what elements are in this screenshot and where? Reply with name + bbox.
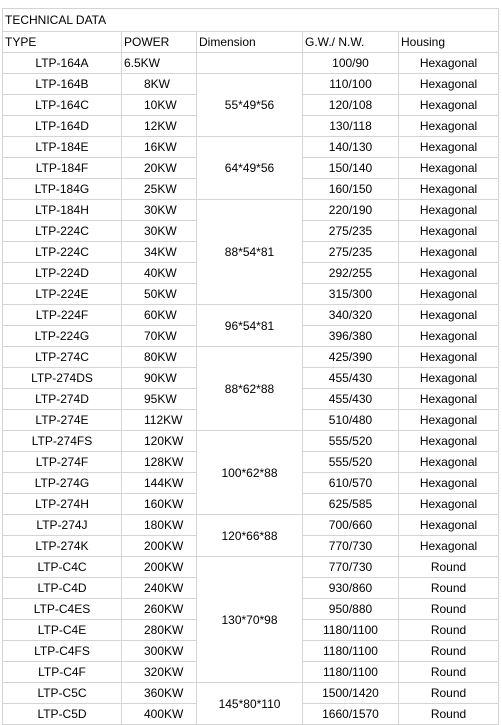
header-weight: G.W./ N.W. <box>303 32 399 53</box>
cell-weight: 700/660 <box>303 515 399 536</box>
cell-housing: Hexagonal <box>399 494 499 515</box>
cell-type: LTP-274DS <box>3 368 122 389</box>
cell-type: LTP-224C <box>3 242 122 263</box>
technical-data-table <box>2 8 499 725</box>
table-row <box>3 557 499 578</box>
cell-type: LTP-184G <box>3 179 122 200</box>
cell-housing: Hexagonal <box>399 410 499 431</box>
cell-type: LTP-274G <box>3 473 122 494</box>
cell-power: 95KW <box>122 389 197 410</box>
cell-type: LTP-184F <box>3 158 122 179</box>
cell-dimension: 100*62*88 <box>197 431 303 515</box>
table-row <box>3 515 499 536</box>
cell-type: LTP-C4F <box>3 662 122 683</box>
cell-housing: Round <box>399 704 499 725</box>
cell-power: 240KW <box>122 578 197 599</box>
cell-weight: 510/480 <box>303 410 399 431</box>
cell-power: 16KW <box>122 137 197 158</box>
cell-housing: Hexagonal <box>399 473 499 494</box>
cell-housing: Hexagonal <box>399 326 499 347</box>
cell-housing: Hexagonal <box>399 179 499 200</box>
cell-power: 8KW <box>122 74 197 95</box>
cell-weight: 950/880 <box>303 599 399 620</box>
cell-dimension: 96*54*81 <box>197 305 303 347</box>
cell-power: 6.5KW <box>122 53 197 74</box>
cell-power: 200KW <box>122 557 197 578</box>
cell-weight: 1660/1570 <box>303 704 399 725</box>
cell-weight: 120/108 <box>303 95 399 116</box>
cell-weight: 555/520 <box>303 452 399 473</box>
cell-housing: Hexagonal <box>399 158 499 179</box>
cell-power: 90KW <box>122 368 197 389</box>
cell-dimension: 55*49*56 <box>197 74 303 137</box>
cell-housing: Hexagonal <box>399 263 499 284</box>
cell-housing: Round <box>399 620 499 641</box>
cell-weight: 1180/1100 <box>303 641 399 662</box>
cell-housing: Hexagonal <box>399 368 499 389</box>
cell-type: LTP-224D <box>3 263 122 284</box>
cell-type: LTP-C5C <box>3 683 122 704</box>
cell-weight: 455/430 <box>303 368 399 389</box>
cell-weight: 455/430 <box>303 389 399 410</box>
cell-power: 360KW <box>122 683 197 704</box>
table-row <box>3 431 499 452</box>
cell-weight: 1180/1100 <box>303 620 399 641</box>
cell-type: LTP-C4E <box>3 620 122 641</box>
cell-power: 34KW <box>122 242 197 263</box>
cell-power: 120KW <box>122 431 197 452</box>
cell-housing: Hexagonal <box>399 431 499 452</box>
cell-type: LTP-224F <box>3 305 122 326</box>
cell-housing: Hexagonal <box>399 389 499 410</box>
cell-weight: 292/255 <box>303 263 399 284</box>
cell-weight: 315/300 <box>303 284 399 305</box>
cell-type: LTP-274FS <box>3 431 122 452</box>
cell-power: 180KW <box>122 515 197 536</box>
cell-weight: 425/390 <box>303 347 399 368</box>
cell-weight: 610/570 <box>303 473 399 494</box>
table-row <box>3 200 499 221</box>
cell-type: LTP-184E <box>3 137 122 158</box>
cell-weight: 110/100 <box>303 74 399 95</box>
cell-weight: 930/860 <box>303 578 399 599</box>
table-row <box>3 305 499 326</box>
cell-housing: Hexagonal <box>399 74 499 95</box>
cell-weight: 100/90 <box>303 53 399 74</box>
cell-dimension: 145*80*110 <box>197 683 303 725</box>
cell-type: LTP-274D <box>3 389 122 410</box>
cell-dimension: 88*62*88 <box>197 347 303 431</box>
cell-type: LTP-C4FS <box>3 641 122 662</box>
cell-housing: Round <box>399 578 499 599</box>
cell-type: LTP-164C <box>3 95 122 116</box>
cell-weight: 555/520 <box>303 431 399 452</box>
cell-housing: Round <box>399 662 499 683</box>
header-type: TYPE <box>3 32 122 53</box>
cell-weight: 220/190 <box>303 200 399 221</box>
title-row <box>3 9 499 32</box>
cell-power: 25KW <box>122 179 197 200</box>
cell-housing: Hexagonal <box>399 242 499 263</box>
cell-power: 300KW <box>122 641 197 662</box>
cell-dimension: 130*70*98 <box>197 557 303 683</box>
cell-type: LTP-184H <box>3 200 122 221</box>
header-housing: Housing <box>399 32 499 53</box>
cell-power: 260KW <box>122 599 197 620</box>
cell-weight: 275/235 <box>303 242 399 263</box>
cell-type: LTP-C4ES <box>3 599 122 620</box>
cell-weight: 150/140 <box>303 158 399 179</box>
table-row <box>3 53 499 74</box>
cell-type: LTP-C5D <box>3 704 122 725</box>
cell-weight: 340/320 <box>303 305 399 326</box>
table-row <box>3 347 499 368</box>
cell-weight: 1500/1420 <box>303 683 399 704</box>
cell-dimension: 64*49*56 <box>197 137 303 200</box>
cell-power: 10KW <box>122 95 197 116</box>
cell-housing: Hexagonal <box>399 137 499 158</box>
cell-type: LTP-164D <box>3 116 122 137</box>
cell-type: LTP-164A <box>3 53 122 74</box>
header-power: POWER <box>122 32 197 53</box>
cell-power: 144KW <box>122 473 197 494</box>
header-dimension: Dimension <box>197 32 303 53</box>
cell-power: 20KW <box>122 158 197 179</box>
cell-power: 320KW <box>122 662 197 683</box>
cell-housing: Hexagonal <box>399 452 499 473</box>
cell-dimension <box>197 53 303 74</box>
cell-weight: 770/730 <box>303 557 399 578</box>
cell-housing: Hexagonal <box>399 53 499 74</box>
cell-type: LTP-164B <box>3 74 122 95</box>
cell-power: 400KW <box>122 704 197 725</box>
cell-type: LTP-274H <box>3 494 122 515</box>
cell-power: 160KW <box>122 494 197 515</box>
cell-housing: Hexagonal <box>399 536 499 557</box>
cell-weight: 275/235 <box>303 221 399 242</box>
cell-type: LTP-224G <box>3 326 122 347</box>
cell-type: LTP-274K <box>3 536 122 557</box>
cell-type: LTP-C4C <box>3 557 122 578</box>
cell-type: LTP-274F <box>3 452 122 473</box>
cell-power: 30KW <box>122 200 197 221</box>
cell-power: 70KW <box>122 326 197 347</box>
cell-housing: Hexagonal <box>399 200 499 221</box>
cell-weight: 160/150 <box>303 179 399 200</box>
header-row <box>3 32 499 53</box>
cell-power: 80KW <box>122 347 197 368</box>
cell-housing: Hexagonal <box>399 515 499 536</box>
cell-power: 40KW <box>122 263 197 284</box>
cell-power: 128KW <box>122 452 197 473</box>
cell-type: LTP-274C <box>3 347 122 368</box>
table-title: TECHNICAL DATA <box>3 9 499 32</box>
cell-weight: 1180/1100 <box>303 662 399 683</box>
cell-type: LTP-C4D <box>3 578 122 599</box>
cell-dimension: 88*54*81 <box>197 200 303 305</box>
cell-housing: Round <box>399 683 499 704</box>
cell-power: 30KW <box>122 221 197 242</box>
cell-housing: Round <box>399 557 499 578</box>
cell-housing: Hexagonal <box>399 284 499 305</box>
cell-dimension: 120*66*88 <box>197 515 303 557</box>
cell-weight: 770/730 <box>303 536 399 557</box>
cell-power: 280KW <box>122 620 197 641</box>
cell-type: LTP-224E <box>3 284 122 305</box>
cell-housing: Hexagonal <box>399 116 499 137</box>
cell-housing: Hexagonal <box>399 221 499 242</box>
cell-power: 50KW <box>122 284 197 305</box>
cell-weight: 625/585 <box>303 494 399 515</box>
cell-type: LTP-274J <box>3 515 122 536</box>
cell-type: LTP-274E <box>3 410 122 431</box>
table-row <box>3 74 499 95</box>
cell-power: 60KW <box>122 305 197 326</box>
cell-weight: 130/118 <box>303 116 399 137</box>
cell-weight: 396/380 <box>303 326 399 347</box>
technical-data-sheet <box>2 8 498 725</box>
cell-housing: Round <box>399 641 499 662</box>
cell-housing: Hexagonal <box>399 95 499 116</box>
cell-housing: Hexagonal <box>399 347 499 368</box>
table-row <box>3 137 499 158</box>
cell-type: LTP-224C <box>3 221 122 242</box>
cell-housing: Hexagonal <box>399 305 499 326</box>
table-row <box>3 683 499 704</box>
cell-housing: Round <box>399 599 499 620</box>
cell-power: 12KW <box>122 116 197 137</box>
cell-power: 112KW <box>122 410 197 431</box>
cell-weight: 140/130 <box>303 137 399 158</box>
cell-power: 200KW <box>122 536 197 557</box>
